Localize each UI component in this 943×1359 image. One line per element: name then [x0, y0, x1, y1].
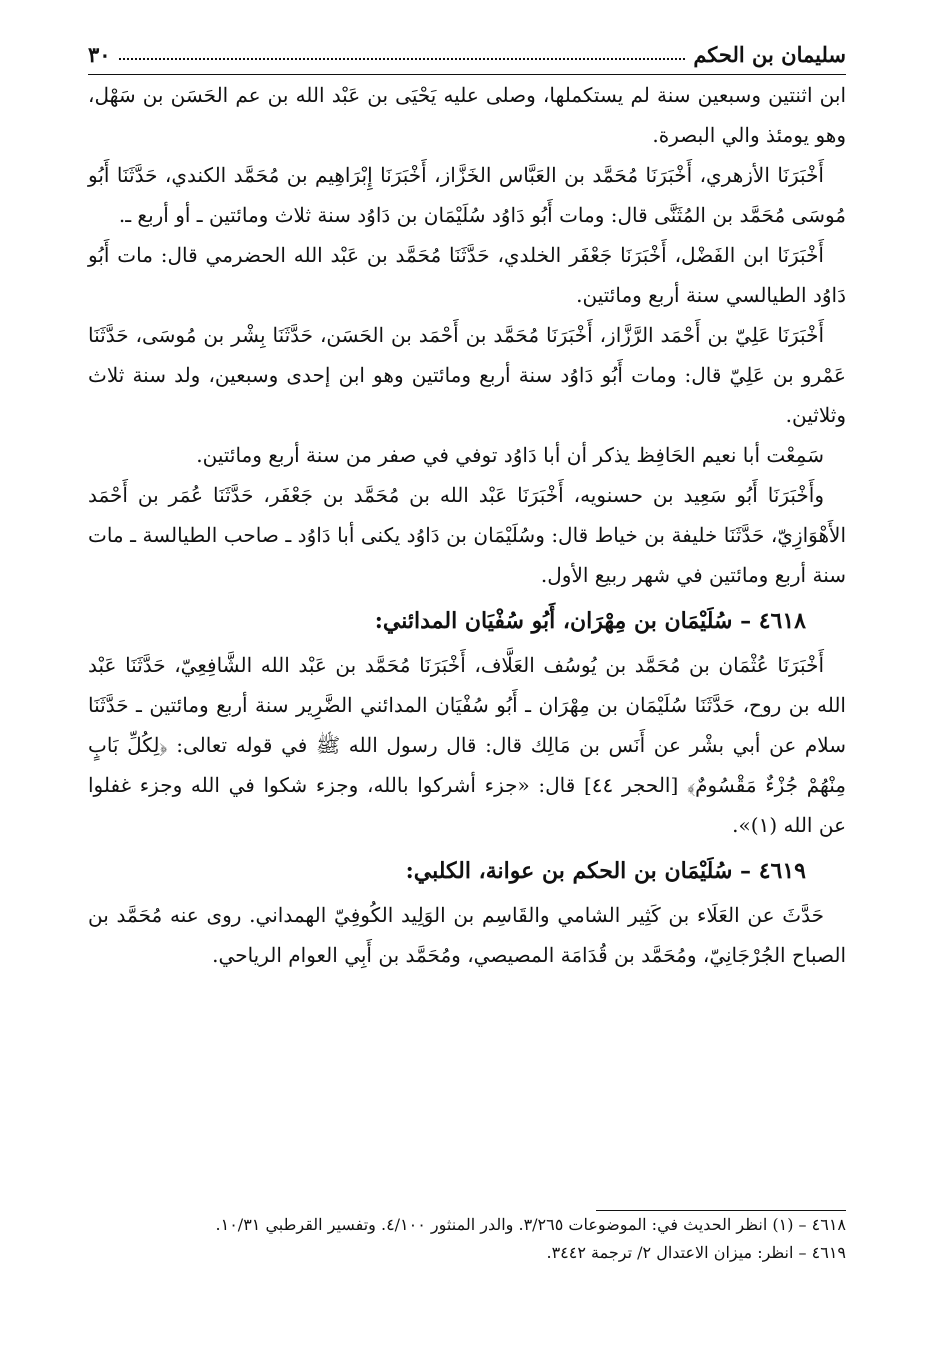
- paragraph: أَخْبَرَنَا عَلِيّ بن أَحْمَد الرَّزَّاز، أَخْبَرَنَا مُحَمَّد بن أَحْمَد بن الحَسَن، حَدَّثَنَا بِشْر بن مُوسَى، حَدَّثَنَا عَمْرو بن عَلِيّ قال: ومات أَبُو دَاوُد سنة أربع ومائتين وهو ابن إحدى وسبعين، ولد سنة ثلاث وثلاثين.: [88, 323, 846, 427]
- paragraph: ابن اثنتين وسبعين سنة لم يستكملها، وصلى عليه يَحْيَى بن عَبْد الله بن عم الحَسَن بن سَهْل، وهو يومئذ والي البصرة.: [88, 83, 846, 147]
- entry-text-4619: حَدَّثَ عن العَلَاء بن كَثِير الشامي والقَاسِم بن الوَلِيد الكُوفِيّ الهمداني. روى عنه مُحَمَّد بن الصباح الجُرْجَانِيّ، ومُحَمَّد بن قُدَامَة المصيصي، ومُحَمَّد بن أَبِي العوام الرياحي.: [88, 903, 846, 967]
- footnotes: [88, 1210, 846, 1267]
- header-title: سليمان بن الحكم: [693, 41, 846, 67]
- page-number: ٣٠: [88, 41, 111, 67]
- footnote: ٤٦١٩ – انظر: ميزان الاعتدال ٢/ ترجمة ٣٤٤٢.: [546, 1243, 846, 1262]
- paragraph: أَخْبَرَنَا الأزهري، أَخْبَرَنَا مُحَمَّد بن العَبَّاس الخَزَّاز، أَخْبَرَنَا إِبْرَاهِيم بن مُحَمَّد الكندي، حَدَّثَنَا أَبُو مُوسَى مُحَمَّد بن المُثَنَّى قال: ومات أَبُو دَاوُد سُلَيْمَان بن دَاوُد سنة ثلاث ومائتين ـ أو أربع ـ.: [88, 163, 846, 227]
- entry-heading-4618: ٤٦١٨ – سُلَيْمَان بن مِهْرَان، أَبُو سُفْيَان المدائني:: [374, 608, 806, 634]
- paragraph: وأَخْبَرَنَا أَبُو سَعِيد بن حسنويه، أَخْبَرَنَا عَبْد الله بن مُحَمَّد بن جَعْفَر، حَدَّثَنَا عُمَر بن أَحْمَد الأَهْوَازِيّ، حَدَّثَنَا خليفة بن خياط قال: وسُلَيْمَان بن دَاوُد يكنى أبا دَاوُد ـ صاحب الطيالسة ـ مات سنة أربع ومائتين في شهر ربيع الأول.: [88, 483, 846, 587]
- entry-heading-4619: ٤٦١٩ – سُلَيْمَان بن الحكم بن عوانة، الكلبي:: [405, 858, 806, 884]
- footnote: ٤٦١٨ – (١) انظر الحديث في: الموضوعات ٣/٢٦٥. والدر المنثور ٤/١٠٠. وتفسير القرطبي ١٠/٣١.: [215, 1215, 846, 1234]
- entry-text-4618: أَخْبَرَنَا عُثْمَان بن مُحَمَّد بن يُوسُف العَلَّاف، أَخْبَرَنَا مُحَمَّد بن عَبْد الله الشَّافِعِيّ، حَدَّثَنَا عَبْد الله بن روح، حَدَّثَنَا سُلَيْمَان بن مِهْرَان ـ أَبُو سُفْيَان المدائني الضَّرِير سنة أربع ومائتين ـ حَدَّثَنَا سلام عن أبي بشْر عن أَنَس بن مَالِك قال: قال رسول الله ﷺ في قوله تعالى: ﴿لِكُلِّ بَابٍ مِنْهُمْ جُزْءٌ مَقْسُومٌ﴾ [الحجر ٤٤] قال: «جزء أشركوا بالله، وجزء شكوا في الله وجزء غفلوا عن الله (١)».: [88, 653, 846, 837]
- paragraph: أَخْبَرَنَا ابن الفَضْل، أَخْبَرَنَا جَعْفَر الخلدي، حَدَّثَنَا مُحَمَّد بن عَبْد الله الحضرمي قال: مات أَبُو دَاوُد الطيالسي سنة أربع ومائتين.: [88, 243, 846, 307]
- header-dotted-leader: [119, 48, 686, 60]
- page-body: [88, 34, 846, 975]
- paragraph: سَمِعْت أبا نعيم الحَافِظ يذكر أن أبا دَاوُد توفي في صفر من سنة أربع ومائتين.: [196, 443, 824, 467]
- running-header: [88, 34, 846, 75]
